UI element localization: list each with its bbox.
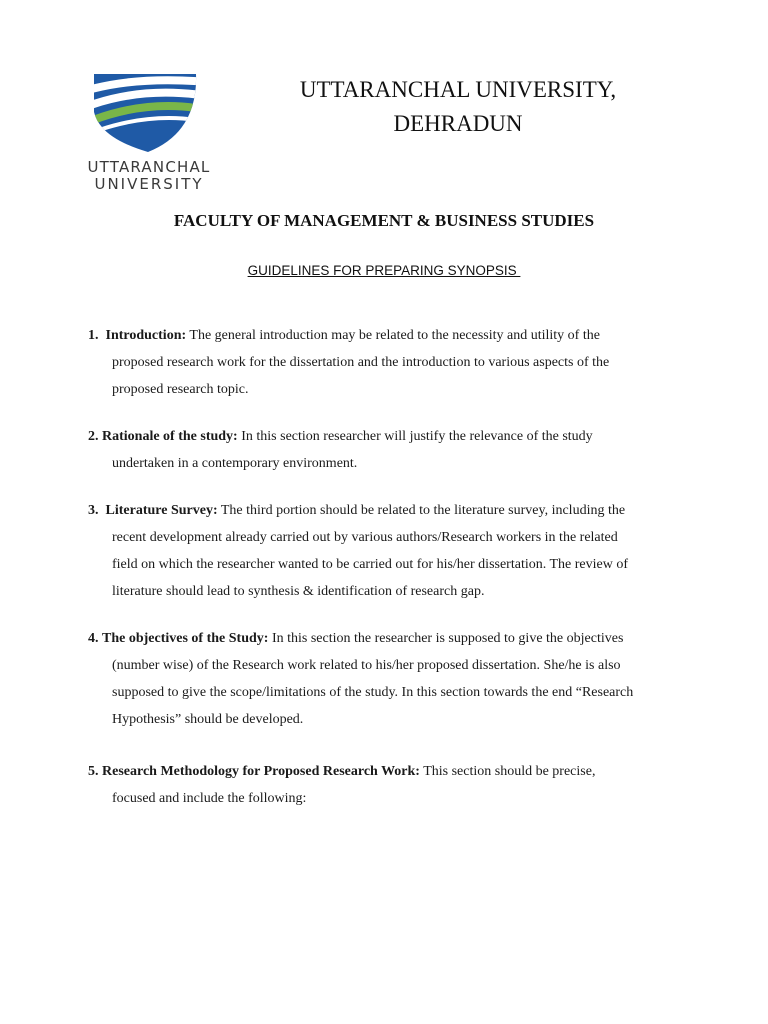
section-text-line: field on which the researcher wanted to be carried out for his/her dissertation. The review of bbox=[112, 557, 628, 572]
section-introduction bbox=[88, 322, 678, 403]
section-number: 2. bbox=[88, 429, 99, 444]
section-text-line: recent development already carried out by various authors/Research workers in the related bbox=[112, 530, 618, 545]
section-number: 3. bbox=[88, 503, 99, 518]
guidelines-text: GUIDELINES FOR PREPARING SYNOPSIS bbox=[247, 263, 521, 278]
section-rationale bbox=[88, 423, 678, 477]
guidelines-heading bbox=[0, 263, 768, 278]
university-emblem-icon bbox=[88, 72, 216, 156]
section-heading: Introduction: bbox=[105, 328, 187, 343]
section-literature-survey bbox=[88, 497, 678, 605]
section-objectives bbox=[88, 625, 678, 733]
section-text-line: Hypothesis” should be developed. bbox=[112, 712, 304, 727]
section-text-line: literature should lead to synthesis & identification of research gap. bbox=[112, 584, 485, 599]
section-text: This section should be precise, bbox=[423, 764, 596, 779]
section-text-line: (number wise) of the Research work related to his/her proposed dissertation. She/he is also bbox=[112, 658, 621, 673]
section-number: 4. bbox=[88, 631, 99, 646]
section-research-methodology bbox=[88, 758, 678, 812]
section-text-line: undertaken in a contemporary environment. bbox=[112, 456, 358, 471]
title-line1: UTTARANCHAL UNIVERSITY, bbox=[299, 77, 617, 102]
title-line2: DEHRADUN bbox=[393, 111, 523, 136]
section-text-line: proposed research work for the dissertation and the introduction to various aspects of the bbox=[112, 355, 610, 370]
faculty-heading: FACULTY OF MANAGEMENT & BUSINESS STUDIES bbox=[173, 211, 595, 230]
university-title bbox=[268, 73, 648, 141]
section-text: In this section the researcher is supposed to give the objectives bbox=[271, 631, 624, 646]
section-heading: Rationale of the study: bbox=[102, 429, 238, 444]
logo-text-line1: UTTARANCHAL bbox=[87, 158, 211, 176]
section-text: The general introduction may be related to the necessity and utility of the bbox=[189, 328, 600, 343]
section-text-line: focused and include the following: bbox=[112, 791, 307, 806]
section-heading: Literature Survey: bbox=[105, 503, 218, 518]
section-text: In this section researcher will justify the relevance of the study bbox=[241, 429, 593, 444]
section-text-line: proposed research topic. bbox=[112, 382, 249, 397]
section-text-line: supposed to give the scope/limitations of the study. In this section towards the end “Research bbox=[112, 685, 634, 700]
section-number: 5. bbox=[88, 764, 99, 779]
logo-text-line2: UNIVERSITY bbox=[94, 175, 204, 193]
section-number: 1. bbox=[88, 328, 99, 343]
section-text: The third portion should be related to the literature survey, including the bbox=[220, 503, 626, 518]
section-heading: The objectives of the Study: bbox=[102, 631, 269, 646]
section-heading: Research Methodology for Proposed Research Work: bbox=[102, 764, 420, 779]
university-logo bbox=[68, 70, 230, 194]
